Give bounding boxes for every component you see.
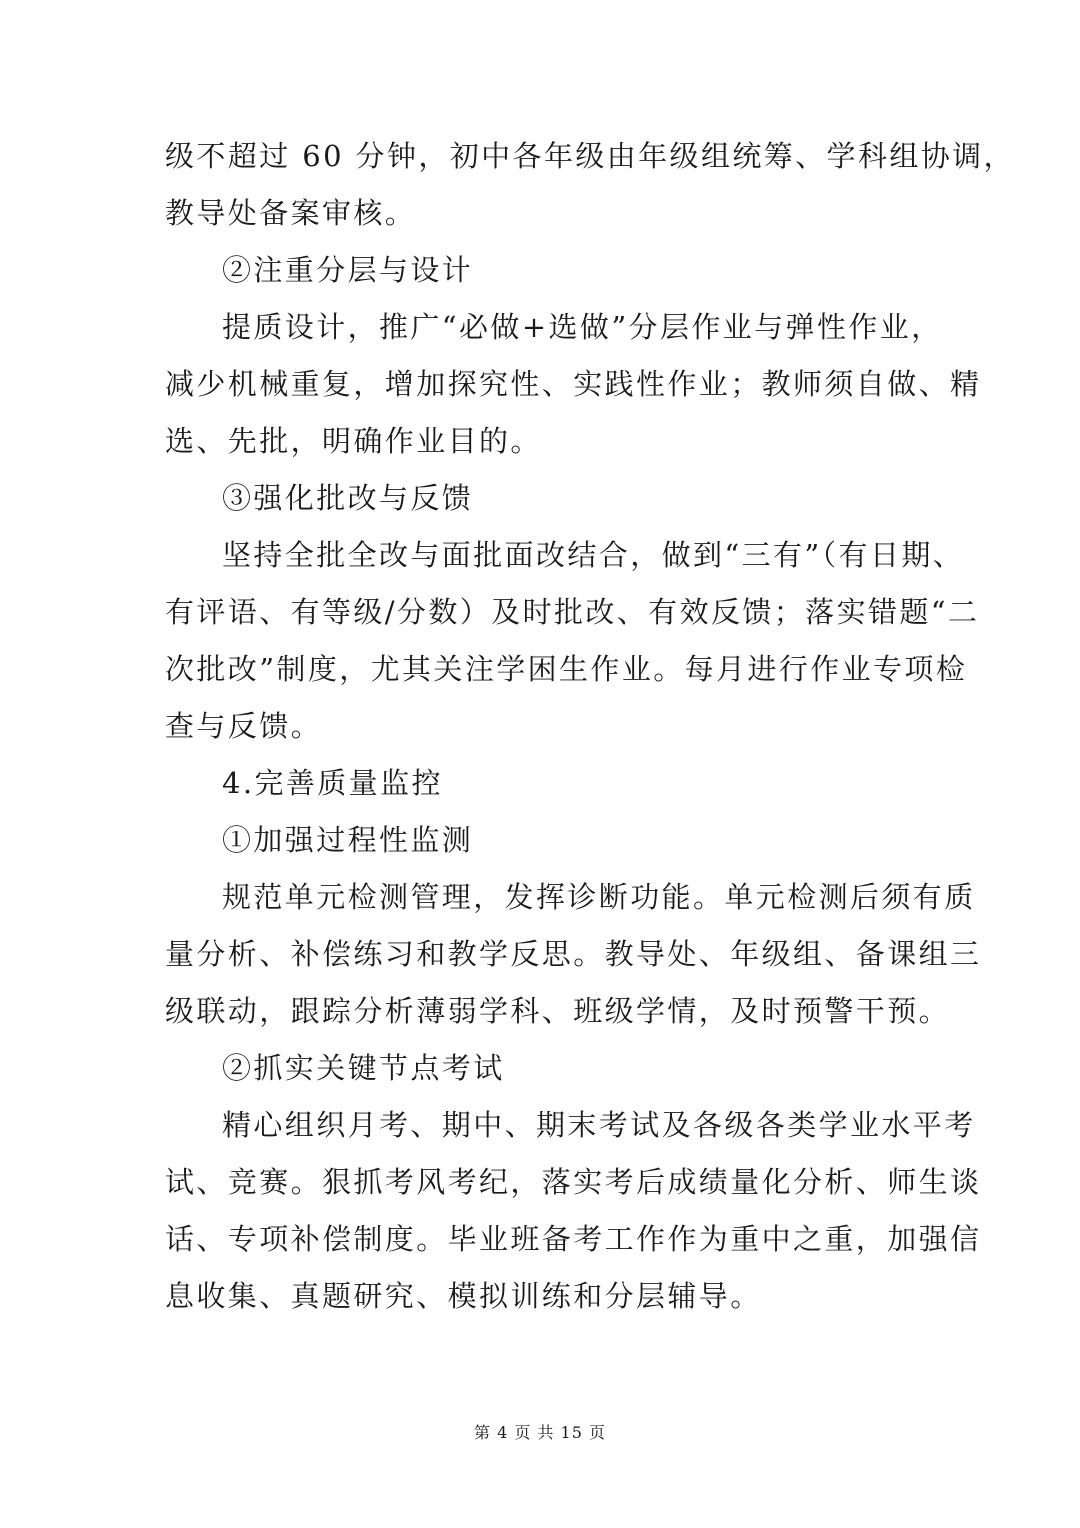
section-heading bbox=[165, 242, 920, 299]
text-line: 试、竞赛。狠抓考风考纪，落实考后成绩量化分析、师生谈 bbox=[165, 1165, 982, 1199]
text-line: 有评语、有等级/分数）及时批改、有效反馈；落实错题“二 bbox=[165, 595, 980, 629]
text-line: 息收集、真题研究、模拟训练和分层辅导。 bbox=[165, 1279, 762, 1313]
text-line: 提质设计，推广“必做+选做”分层作业与弹性作业， bbox=[222, 310, 943, 344]
body-paragraph bbox=[165, 128, 1015, 242]
section-heading bbox=[165, 470, 920, 527]
text-line: 查与反馈。 bbox=[165, 709, 323, 743]
text-line: 级联动，跟踪分析薄弱学科、班级学情，及时预警干预。 bbox=[165, 994, 951, 1028]
body-paragraph bbox=[165, 1097, 982, 1325]
text-line: 减少机械重复，增加探究性、实践性作业；教师须自做、精 bbox=[165, 367, 982, 401]
text-line: 教导处备案审核。 bbox=[165, 196, 417, 230]
page-number-footer: 第 4 页 共 15 页 bbox=[474, 1423, 606, 1442]
text-line: ①加强过程性监测 bbox=[222, 823, 474, 857]
text-line: ②注重分层与设计 bbox=[222, 253, 474, 287]
section-heading bbox=[165, 1040, 920, 1097]
section-heading bbox=[165, 755, 920, 812]
text-line: 规范单元检测管理，发挥诊断功能。单元检测后须有质 bbox=[222, 880, 976, 914]
section-heading bbox=[165, 812, 920, 869]
body-paragraph bbox=[165, 527, 980, 755]
text-line: 4.完善质量监控 bbox=[222, 766, 443, 800]
text-line: 坚持全批全改与面批面改结合，做到“三有”（有日期、 bbox=[222, 538, 965, 572]
body-paragraph bbox=[165, 299, 982, 470]
text-line: 精心组织月考、期中、期末考试及各级各类学业水平考 bbox=[222, 1108, 976, 1142]
text-line: 量分析、补偿练习和教学反思。教导处、年级组、备课组三 bbox=[165, 937, 982, 971]
text-line: ②抓实关键节点考试 bbox=[222, 1051, 505, 1085]
document-body bbox=[165, 128, 1015, 1325]
text-line: 级不超过 60 分钟，初中各年级由年级组统筹、学科组协调， bbox=[165, 139, 1015, 173]
text-line: ③强化批改与反馈 bbox=[222, 481, 474, 515]
text-line: 选、先批，明确作业目的。 bbox=[165, 424, 542, 458]
text-line: 话、专项补偿制度。毕业班备考工作作为重中之重，加强信 bbox=[165, 1222, 982, 1256]
body-paragraph bbox=[165, 869, 982, 1040]
text-line: 次批改”制度，尤其关注学困生作业。每月进行作业专项检 bbox=[165, 652, 968, 686]
